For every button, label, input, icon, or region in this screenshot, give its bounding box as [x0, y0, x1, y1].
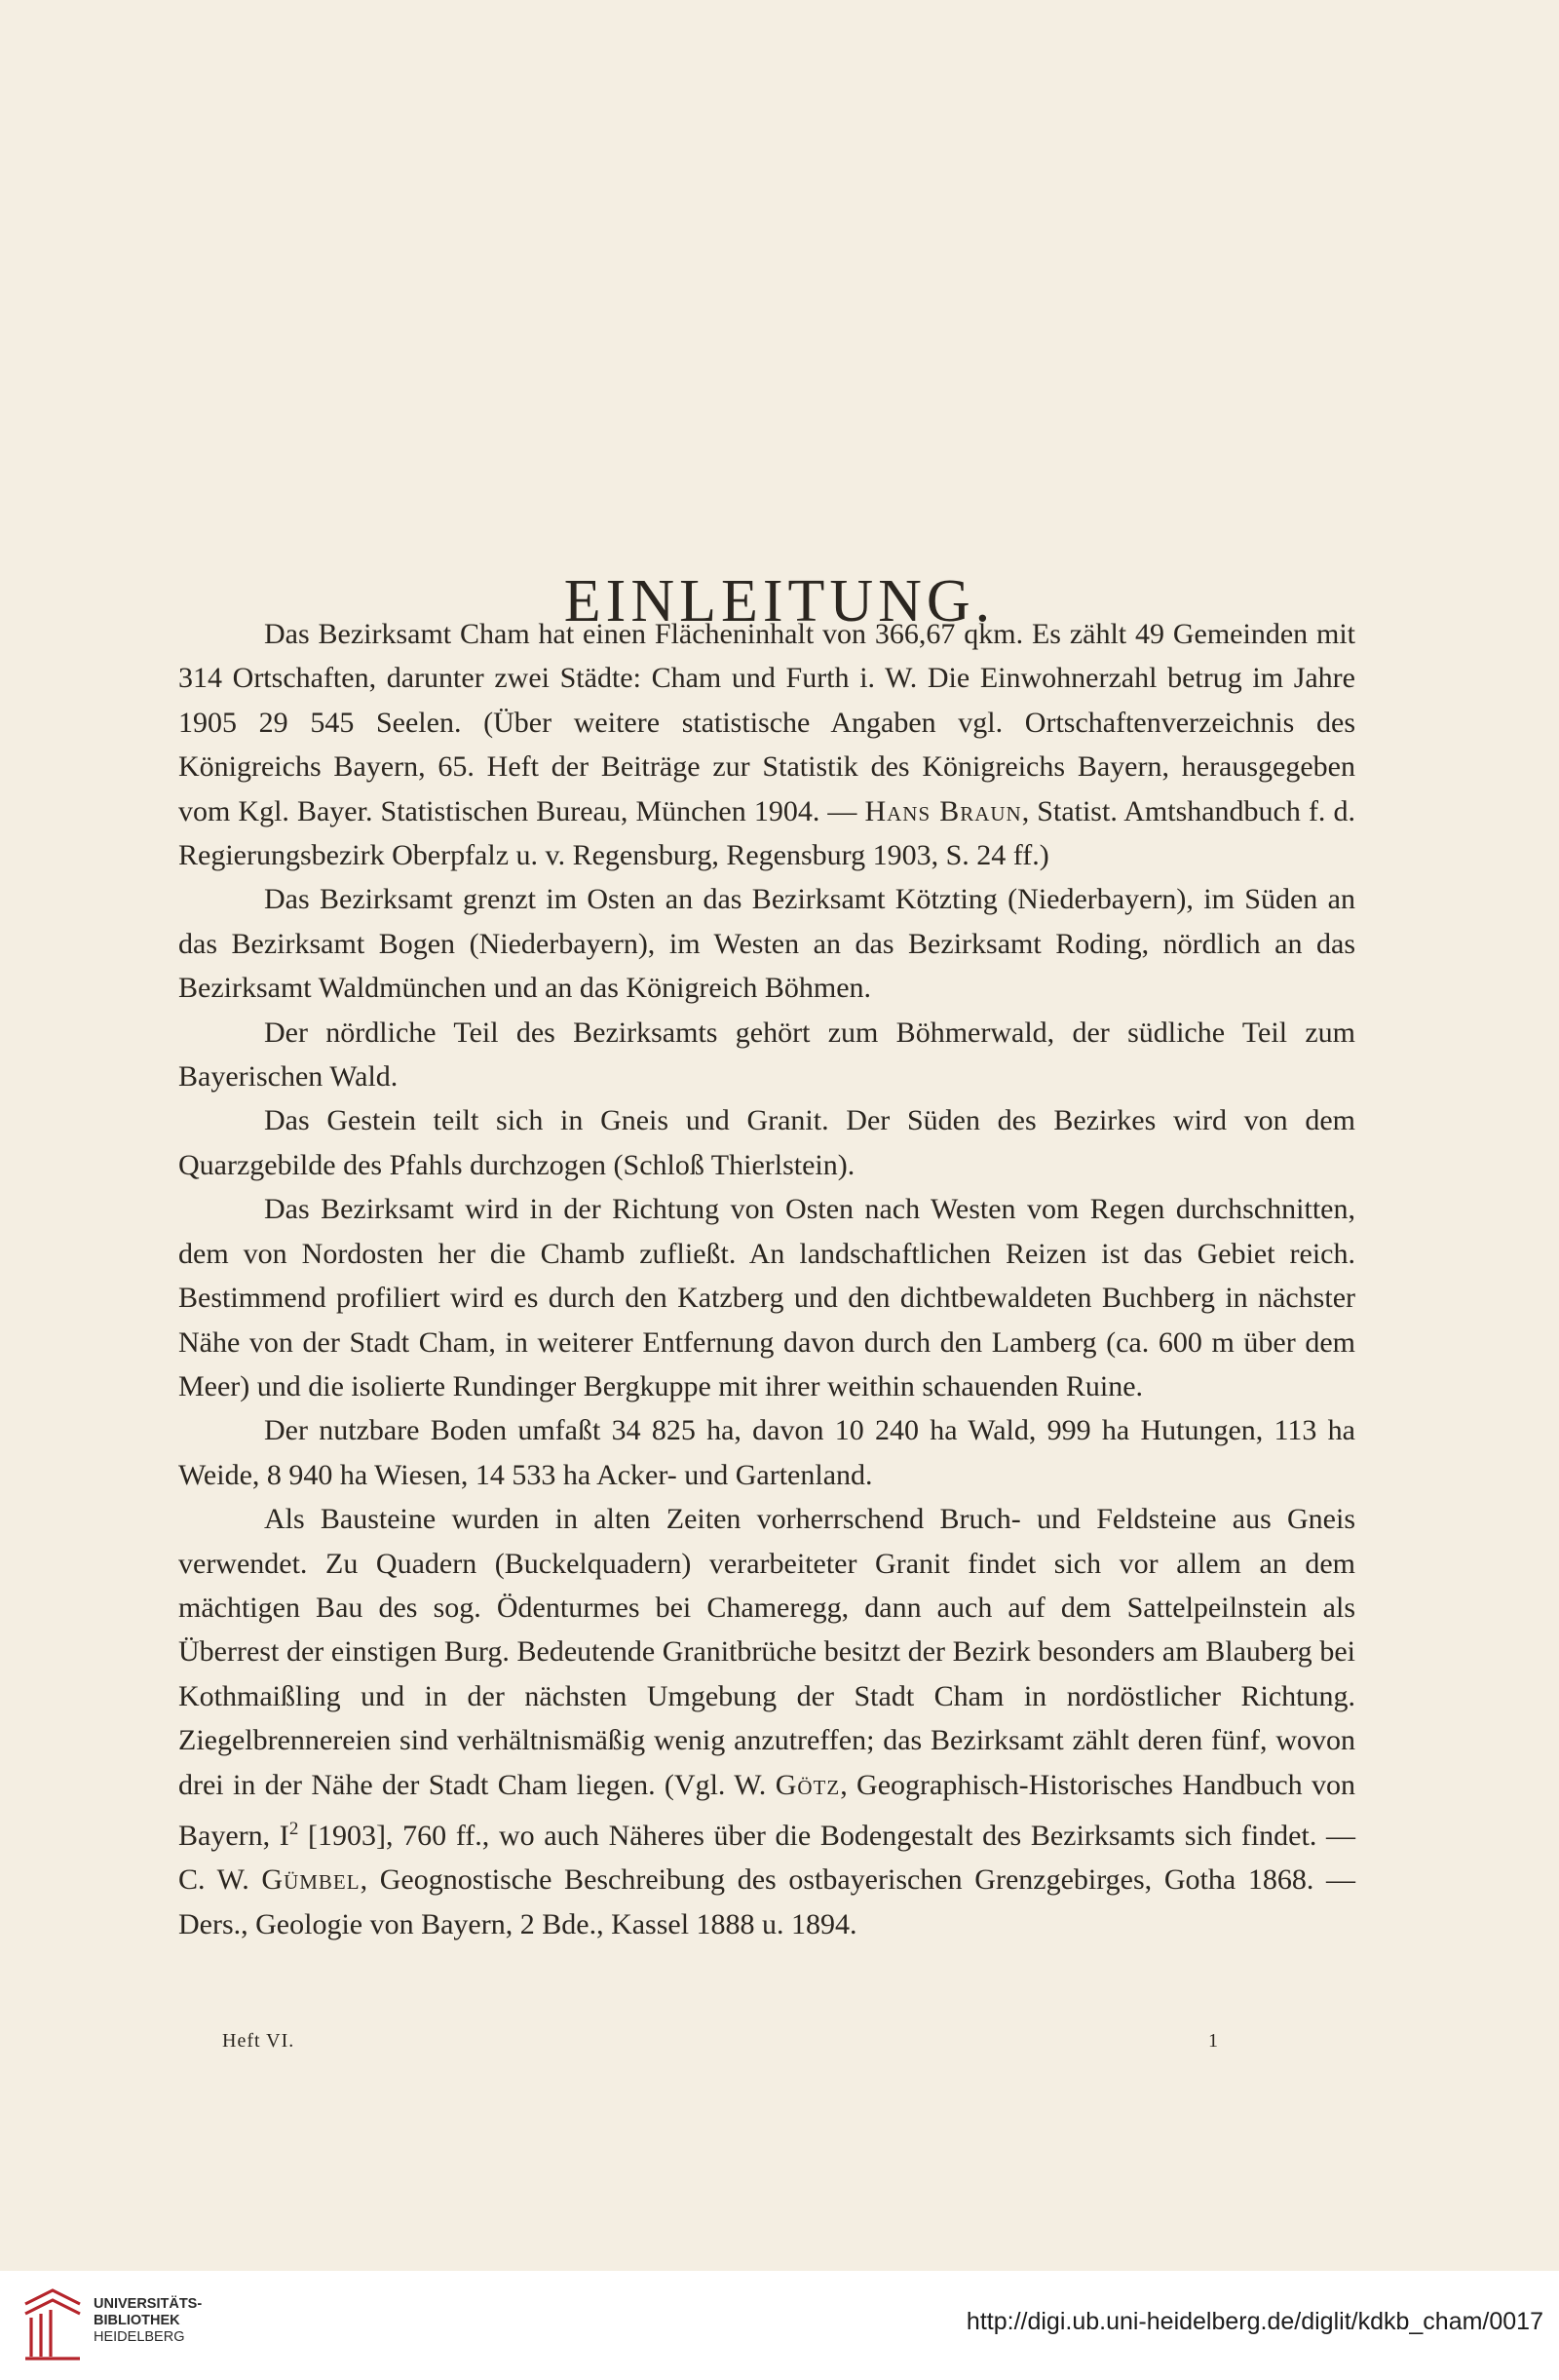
paragraph-6: Der nutzbare Boden umfaßt 34 825 ha, davon 10 240 ha Wald, 999 ha Hutungen, 113 ha Weide, 8 940 ha Wiesen, 14 533 ha Acker- und Gartenland. — [178, 1414, 1355, 1491]
page-number: 1 — [1208, 2030, 1219, 2052]
author-name: Hans Braun — [864, 794, 1022, 827]
signature-mark: Heft VI. — [222, 2030, 295, 2052]
superscript: 2 — [288, 1818, 299, 1839]
library-name-line-1: UNIVERSITÄTS- — [94, 2296, 203, 2312]
paragraph-3: Der nördliche Teil des Bezirksamts gehört zum Böhmerwald, der südliche Teil zum Bayerischen Wald. — [178, 1016, 1355, 1094]
library-name-line-3: HEIDELBERG — [94, 2329, 185, 2345]
paragraph-1 — [178, 612, 1355, 877]
body-text — [178, 612, 1355, 1946]
paragraph-1-text: Das Bezirksamt Cham hat einen Flächeninhalt von 366,67 qkm. Es zählt 49 Gemeinden mit 314 Ortschaften, darunter zwei Städte: Cham und Furth i. W. Die Einwohnerzahl betrug im Jahre 1905 29 545 Seelen. (Über weitere statistische Angaben vgl. Ortschaftenverzeichnis des Königreichs Bayern, 65. Heft der Beiträge zur Statistik des Königreichs Bayern, herausgegeben vom Kgl. Bayer. Statistischen Bureau, München 1904. — — [178, 618, 1355, 827]
author-name: Götz — [775, 1768, 841, 1801]
author-name: Gümbel — [261, 1863, 361, 1897]
page-title: EINLEITUNG. — [563, 567, 996, 634]
paragraph-7-text: Als Bausteine wurden in alten Zeiten vorherrschend Bruch- und Feldsteine aus Gneis verwendet. Zu Quadern (Buckelquadern) verarbeiteter Granit findet sich vor allem an dem mächtigen Bau des sog. Ödenturmes bei Chameregg, dann auch auf dem Sattelpeilnstein als Überrest der einstigen Burg. Bedeutende Granitbrüche besitzt der Bezirk besonders am Blauberg bei Kothmaißling und in der nächsten Umgebung der Stadt Cham in nordöstlicher Richtung. Ziegelbrennereien sind verhältnismäßig wenig anzutreffen; das Bezirksamt zählt deren fünf, wovon drei in der Nähe der Stadt Cham liegen. (Vgl. W. — [178, 1503, 1355, 1801]
paragraph-5: Das Bezirksamt wird in der Richtung von Osten nach Westen vom Regen durchschnitten, dem von Nordosten her die Chamb zufließt. An landschaftlichen Reizen ist das Gebiet reich. Bestimmend profiliert wird es durch den Katzberg und den dichtbewaldeten Buchberg in nächster Nähe von der Stadt Cham, in weiterer Entfernung davon durch den Lamberg (ca. 600 m über dem Meer) und die isolierte Rundinger Bergkuppe mit ihrer weithin schauenden Ruine. — [178, 1193, 1355, 1402]
paragraph-7-mid: , Geographisch-Historisches Handbuch von Bayern, I — [178, 1768, 1355, 1852]
paragraph-7 — [178, 1497, 1355, 1946]
library-name-line-2: BIBLIOTHEK — [94, 2313, 180, 2328]
source-url-link[interactable]: http://digi.ub.uni-heidelberg.de/diglit/kdkb_cham/0017 — [966, 2308, 1543, 2335]
paragraph-7-tail: , Geognostische Beschreibung des ostbayerischen Grenzgebirges, Gotha 1868. — Ders., Geologie von Bayern, 2 Bde., Kassel 1888 u. 1894. — [178, 1863, 1356, 1940]
paragraph-4: Das Gestein teilt sich in Gneis und Granit. Der Süden des Bezirkes wird von dem Quarzgebilde des Pfahls durchzogen (Schloß Thierlstein). — [178, 1104, 1355, 1181]
paragraph-1-tail: , Statist. Amtshandbuch f. d. Regierungsbezirk Oberpfalz u. v. Regensburg, Regensburg 1903, S. 24 ff.) — [178, 794, 1355, 872]
paragraph-7-mid2: [1903], 760 ff., wo auch Näheres über die Bodengestalt des Bezirksamts sich findet. — C. W. — [178, 1819, 1355, 1897]
university-library-logo-icon[interactable] — [18, 2284, 88, 2362]
paragraph-2: Das Bezirksamt grenzt im Osten an das Bezirksamt Kötzting (Niederbayern), im Süden an das Bezirksamt Bogen (Niederbayern), im Westen an das Bezirksamt Roding, nördlich an das Bezirksamt Waldmünchen und an das Königreich Böhmen. — [178, 883, 1355, 1005]
library-name — [94, 2296, 202, 2346]
